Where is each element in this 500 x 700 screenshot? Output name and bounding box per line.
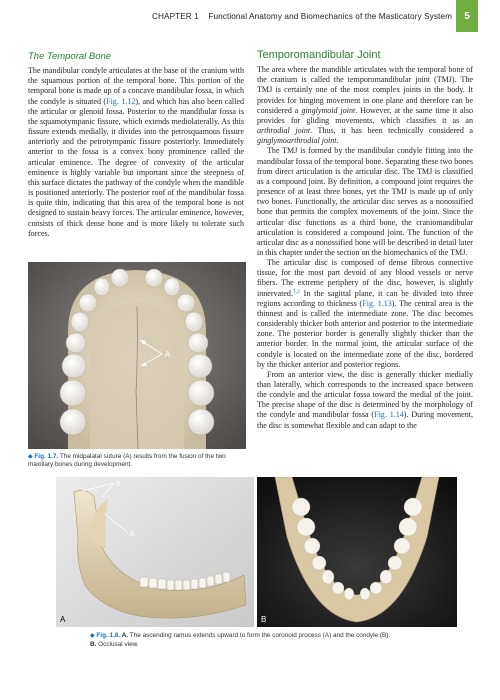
left-column	[28, 50, 244, 239]
paragraph: The mandibular condyle articulates at the base of the cranium with the squamous portion of the temporal bone. This portion of the temporal bone is made up of a concave mandibular fossa, in which the condyle is situated (Fig. 1.12), and which has also been called the articular or glenoid fossa. Posterior to the mandibular fossa is the squamotympanic fissure, which extends mediolaterally. As this fissure extends medially, it divides into the petrosquamous fissure anteriorly and the petrotympanic fissure posteriorly. Immediately anterior to the fossa is a convex bony prominence called the articular eminence. The degree of convexity of the articular eminence is highly variable but important since the steepness of this surface dictates the pathway of the condyle when the mandible is positioned anteriorly. The posterior roof of the mandibular fossa is quite thin, indicating that this area of the temporal bone is not designed to sustain heavy forces. The articular eminence, however, consists of thick dense bone and is more likely to tolerate such forces.	[28, 66, 244, 238]
chapter-number: CHAPTER 1	[151, 12, 199, 21]
section-title-temporal-bone: The Temporal Bone	[28, 51, 112, 62]
figure-ref-link[interactable]: Fig. 1.14	[374, 410, 404, 420]
section-title-tmj: Temporomandibular Joint	[257, 49, 381, 61]
paragraph: From an anterior view, the disc is generally thicker medially than laterally, which corresponds to the increased space between the condyle and the articular fossa toward the medial of the joint. The precise shape of the disc is determined by the morphology of the condyle and mandibular fossa (Fig. 1.14). During movement, the disc is somewhat flexible and can adapt to the	[257, 369, 473, 430]
figure-ref-link[interactable]: Fig. 1.12	[106, 96, 136, 106]
panel-letter-a: A	[60, 615, 66, 624]
figure-1-7-image	[28, 262, 246, 449]
figure-1-8-caption: ◆ Fig. 1.8. A. The ascending ramus extends upward to form the coronoid process (A) and the condyle (B). B. Occlusal view.	[90, 632, 391, 648]
figure-label: Fig. 1.7.	[34, 453, 59, 460]
figure-1-7-caption: ◆ Fig. 1.7. The midpalatal suture (A) results from the fusion of the two maxillary bones during development.	[28, 453, 226, 469]
palate-illustration	[28, 262, 246, 449]
right-column	[257, 50, 473, 431]
condyle-label: B	[116, 481, 121, 488]
panel-letter-b: B	[261, 615, 267, 624]
figure-1-8b-image	[257, 477, 457, 627]
figure-label: Fig. 1.8.	[96, 632, 121, 639]
diamond-bullet-icon: ◆	[90, 633, 95, 639]
chapter-title: Functional Anatomy and Biomechanics of the Masticatory System	[208, 12, 452, 21]
page-number: 5	[456, 0, 478, 32]
suture-label: A	[165, 350, 171, 359]
paragraph: The articular disc is composed of dense fibrous connective tissue, for the most part devoid of any blood vessels or nerve fibers. The extreme periphery of the disc, however, is slightly innervated.$^{1,2}$ In the sagittal plane, it can be divided into three regions according to thickness (Fig. 1.13). The central area is the thinnest and is called the intermediate zone. The disc becomes considerably thicker both anterior and posterior to the intermediate zone. The posterior border is generally slightly thicker than the anterior border. In the normal joint, the articular surface of the condyle is located on the intermediate zone of the disc, bordered by the thicker anterior and posterior regions.	[257, 258, 473, 369]
diamond-bullet-icon: ◆	[28, 454, 33, 460]
citation-superscript[interactable]: 1,2	[292, 287, 300, 294]
paragraph: The TMJ is formed by the mandibular condyle fitting into the mandibular fossa of the temporal bone. Separating these two bones from direct articulation is the articular disc. The TMJ is classified as a compound joint. By definition, a compound joint requires the presence of at least three bones, yet the TMJ is made up of only two bones. Functionally, the articular disc serves as a nonossified bone that permits the complex movements of the joint. Since the articular disc functions as a third bone, the craniomandibular articulation is considered a compound joint. The function of the articular disc as a nonossified bone will be described in detail later in this chapter under the section on the biomechanics of the TMJ.	[257, 146, 473, 257]
page-header	[0, 0, 500, 34]
figure-ref-link[interactable]: Fig. 1.13	[362, 298, 392, 308]
paragraph: The area where the mandible articulates with the temporal bone of the cranium is called the temporomandibular joint (TMJ). The TMJ is certainly one of the most complex joints in the body. It provides for hinging movement in one plane and therefore can be considered a ginglymoid joint. However, at the same time it also provides for gliding movements, which classifies it as an arthrodial joint. Thus, it has been technically considered a ginglymoarthrodial joint.	[257, 65, 473, 146]
coronoid-label: A	[130, 531, 135, 538]
running-head	[152, 12, 452, 21]
mandible-lateral-illustration	[56, 477, 254, 627]
mandible-occlusal-illustration	[257, 477, 457, 627]
figure-1-8a-image	[56, 477, 254, 627]
